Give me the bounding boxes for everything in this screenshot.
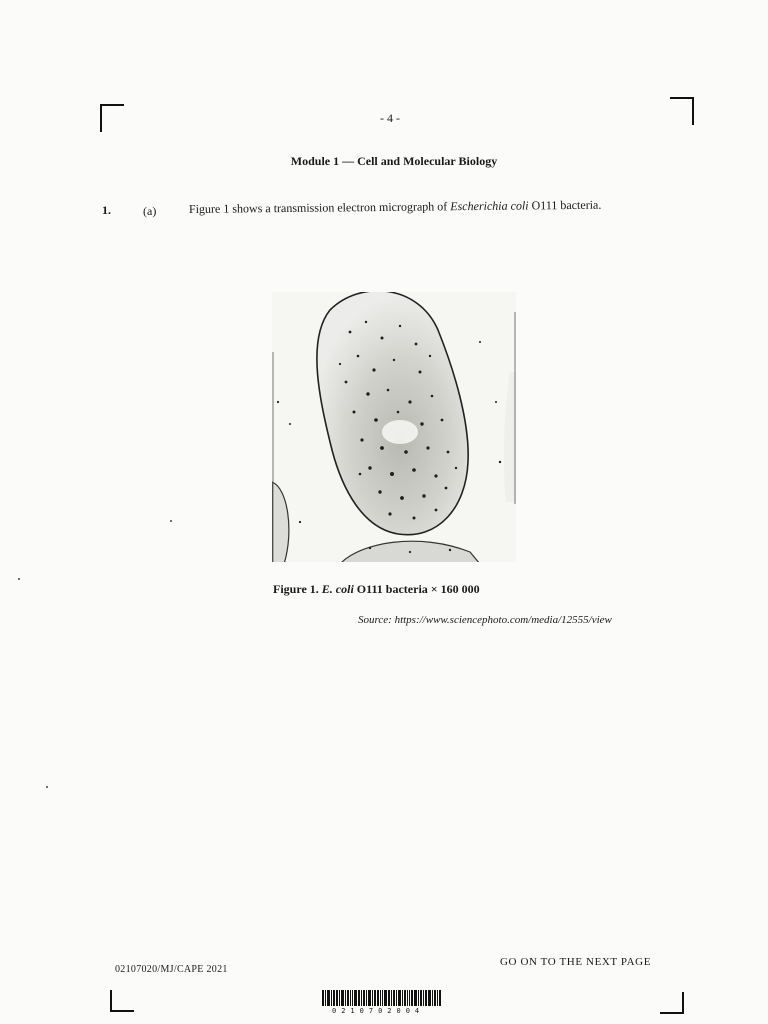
barcode-bars — [322, 990, 464, 1006]
crop-mark-bottom-right — [660, 992, 684, 1014]
figure-source — [358, 614, 612, 626]
barcode-digits: 0210702004 — [332, 1007, 425, 1015]
module-title: Module 1 — Cell and Molecular Biology — [290, 154, 498, 168]
paper-code: 02107020/MJ/CAPE 2021 — [115, 964, 228, 975]
barcode — [322, 990, 464, 1016]
crop-mark-top-left — [100, 104, 124, 132]
question-part: (a) — [143, 204, 157, 218]
figure-source-url: https://www.sciencephoto.com/media/12555/view — [394, 614, 612, 626]
page-number: - 4 - — [380, 111, 400, 125]
figure-caption-organism: E. coli — [321, 582, 354, 596]
figure-source-label: Source: — [358, 614, 392, 626]
question-text — [189, 198, 601, 217]
figure-caption — [273, 582, 480, 597]
crop-mark-bottom-left — [110, 990, 134, 1012]
go-on-instruction: GO ON TO THE NEXT PAGE — [500, 956, 652, 968]
scan-speck — [46, 786, 48, 788]
organism-name: Escherichia coli — [450, 198, 529, 214]
question-text-after: O111 bacteria. — [528, 197, 602, 213]
figure-caption-label: Figure 1. — [273, 582, 319, 596]
crop-mark-top-right — [670, 97, 694, 125]
electron-micrograph-image — [270, 252, 518, 564]
scan-speck — [170, 520, 172, 522]
scan-speck — [18, 578, 20, 580]
question-text-before: Figure 1 shows a transmission electron micrograph of — [188, 199, 451, 216]
figure-caption-magnification: O111 bacteria × 160 000 — [353, 582, 480, 596]
question-number: 1. — [102, 203, 111, 217]
